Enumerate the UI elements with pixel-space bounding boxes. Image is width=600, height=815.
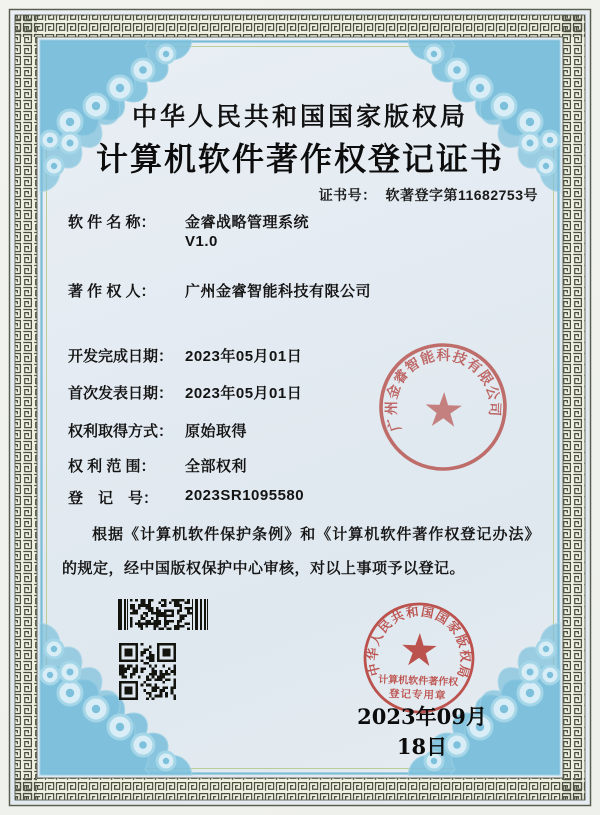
company-seal (366, 330, 520, 484)
star-icon (402, 632, 438, 666)
bureau-seal-ring-text: 中华人民共和国国家版权局 (365, 604, 473, 681)
field-value: 金睿战略管理系统 (185, 214, 310, 231)
field-label: 著 作 权 人： (68, 283, 156, 300)
field-row-software-name (68, 211, 309, 232)
star-icon (425, 391, 462, 427)
company-seal-ring-text: 广州金睿智能科技有限公司 (382, 346, 504, 434)
field-value: 广州金睿智能科技有限公司 (185, 283, 372, 300)
issue-date: 2023年09月18日 (357, 704, 487, 759)
field-row-dev-complete-date (68, 345, 302, 366)
software-version: V1.0 (185, 233, 218, 250)
field-row-first-publish-date (68, 382, 302, 403)
registration-number: 2023SR1095580 (185, 487, 305, 504)
field-label (68, 233, 185, 250)
field-row-rights-acquisition (68, 420, 247, 441)
field-row-rights-scope (68, 455, 247, 476)
statement-paragraph: 根据《计算机软件保护条例》和《计算机软件著作权登记办法》的规定，经中国版权保护中心审核，对以上事项予以登记。 (62, 526, 540, 577)
field-label: 软 件 名 称： (68, 214, 156, 231)
field-value: 原始取得 (185, 423, 248, 440)
field-label: 登 记 号： (68, 490, 159, 507)
field-row-version (68, 233, 218, 250)
certificate-number-line (319, 185, 538, 205)
authority-title: 中华人民共和国国家版权局 (131, 102, 468, 131)
field-value: 2023年05月01日 (185, 385, 303, 402)
field-value: 2023年05月01日 (185, 348, 303, 365)
bureau-seal-line1: 计算机软件著作权 (378, 674, 459, 689)
field-label: 开发完成日期： (68, 348, 174, 365)
certificate-title: 计算机软件著作权登记证书 (95, 140, 504, 178)
field-value: 全部权利 (185, 458, 248, 475)
field-row-registration-number (68, 487, 304, 508)
certificate-number-value: 软著登字第11682753号 (385, 187, 538, 203)
field-label: 权 利 范 围： (68, 458, 156, 475)
field-label: 首次发表日期： (68, 385, 174, 402)
bureau-seal-line2: 登记专用章 (388, 687, 447, 702)
certificate-number-label: 证书号： (318, 187, 377, 203)
data-matrix-barcode (118, 599, 208, 630)
field-label: 权利取得方式： (68, 423, 174, 440)
field-row-copyright-owner (68, 280, 371, 301)
qr-code (119, 643, 176, 700)
